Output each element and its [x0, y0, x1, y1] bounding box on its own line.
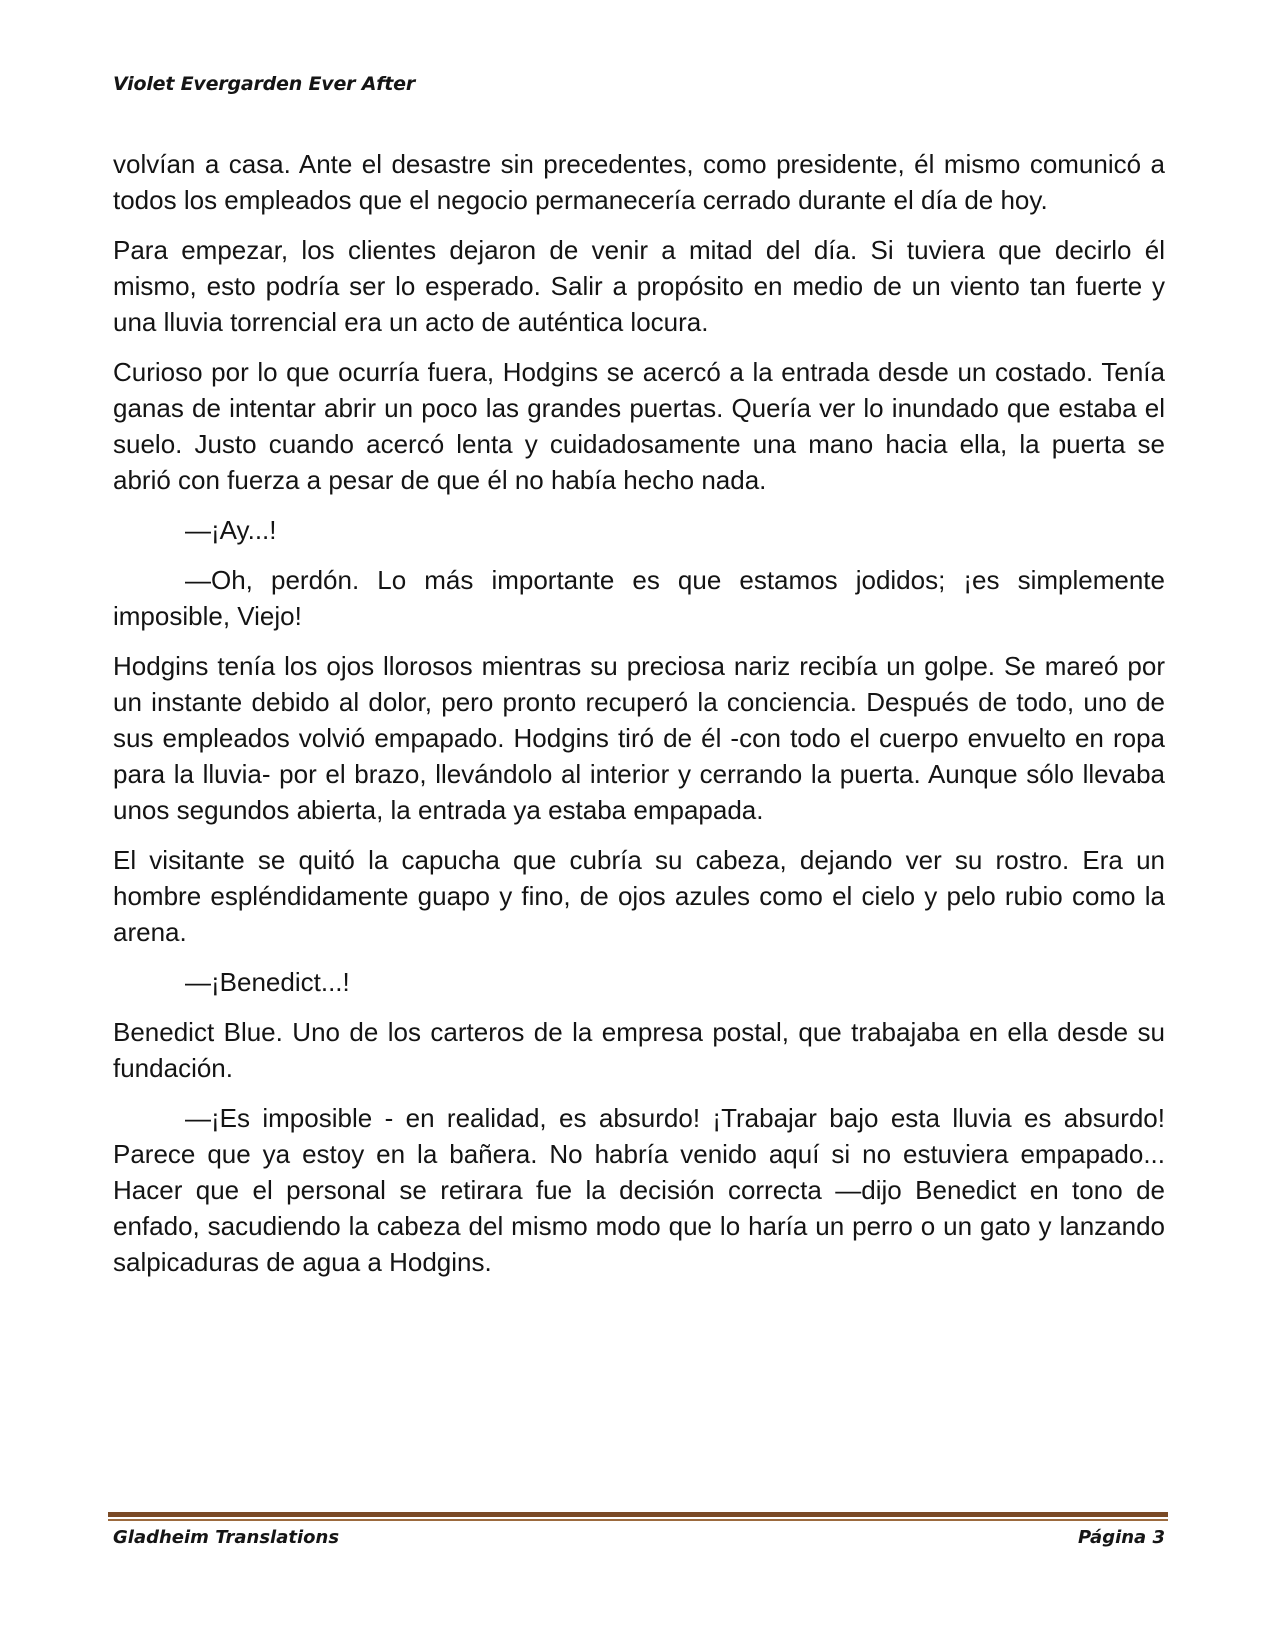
footer-translator-credit: Gladheim Translations: [113, 1527, 340, 1548]
running-header-title: Violet Evergarden Ever After: [113, 73, 416, 95]
dialogue-line: —¡Ay...!: [185, 515, 277, 545]
body-text: [113, 146, 1165, 1294]
paragraph: Para empezar, los clientes dejaron de venir a mitad del día. Si tuviera que decirlo él mismo, esto podría ser lo esperado. Salir a propósito en medio de un viento tan fuerte y una lluvia torrencial era un acto de auténtica locura.: [113, 235, 1165, 337]
paragraph: Hodgins tenía los ojos llorosos mientras su preciosa nariz recibía un golpe. Se mareó por un instante debido al dolor, pero pronto recuperó la conciencia. Después de todo, uno de sus empleados volvió empapado. Hodgins tiró de él -con todo el cuerpo envuelto en ropa para la lluvia- por el brazo, llevándolo al interior y cerrando la puerta. Aunque sólo llevaba unos segundos abierta, la entrada ya estaba empapada.: [113, 651, 1165, 825]
paragraph: Benedict Blue. Uno de los carteros de la empresa postal, que trabajaba en ella desde su fundación.: [113, 1017, 1165, 1083]
dialogue-line: —¡Benedict...!: [185, 967, 350, 997]
paragraph: volvían a casa. Ante el desastre sin precedentes, como presidente, él mismo comunicó a todos los empleados que el negocio permanecería cerrado durante el día de hoy.: [113, 149, 1165, 215]
paragraph: Curioso por lo que ocurría fuera, Hodgins se acercó a la entrada desde un costado. Tenía ganas de intentar abrir un poco las grandes puertas. Quería ver lo inundado que estaba el suelo. Justo cuando acercó lenta y cuidadosamente una mano hacia ella, la puerta se abrió con fuerza a pesar de que él no había hecho nada.: [113, 357, 1165, 495]
footer-page-number: Página 3: [1078, 1527, 1165, 1548]
footer-divider: [108, 1512, 1168, 1517]
dialogue-line: —Oh, perdón. Lo más importante es que estamos jodidos; ¡es simplemente imposible, Viejo!: [113, 565, 1165, 631]
footer-divider-thin: [108, 1519, 1168, 1521]
paragraph: El visitante se quitó la capucha que cubría su cabeza, dejando ver su rostro. Era un hombre espléndidamente guapo y fino, de ojos azules como el cielo y pelo rubio como la arena.: [113, 845, 1165, 947]
dialogue-line: —¡Es imposible - en realidad, es absurdo! ¡Trabajar bajo esta lluvia es absurdo! Parece que ya estoy en la bañera. No habría venido aquí si no estuviera empapado... Hacer que el personal se retirara fue la decisión correcta —dijo Benedict en tono de enfado, sacudiendo la cabeza del mismo modo que lo haría un perro o un gato y lanzando salpicaduras de agua a Hodgins.: [113, 1103, 1165, 1277]
